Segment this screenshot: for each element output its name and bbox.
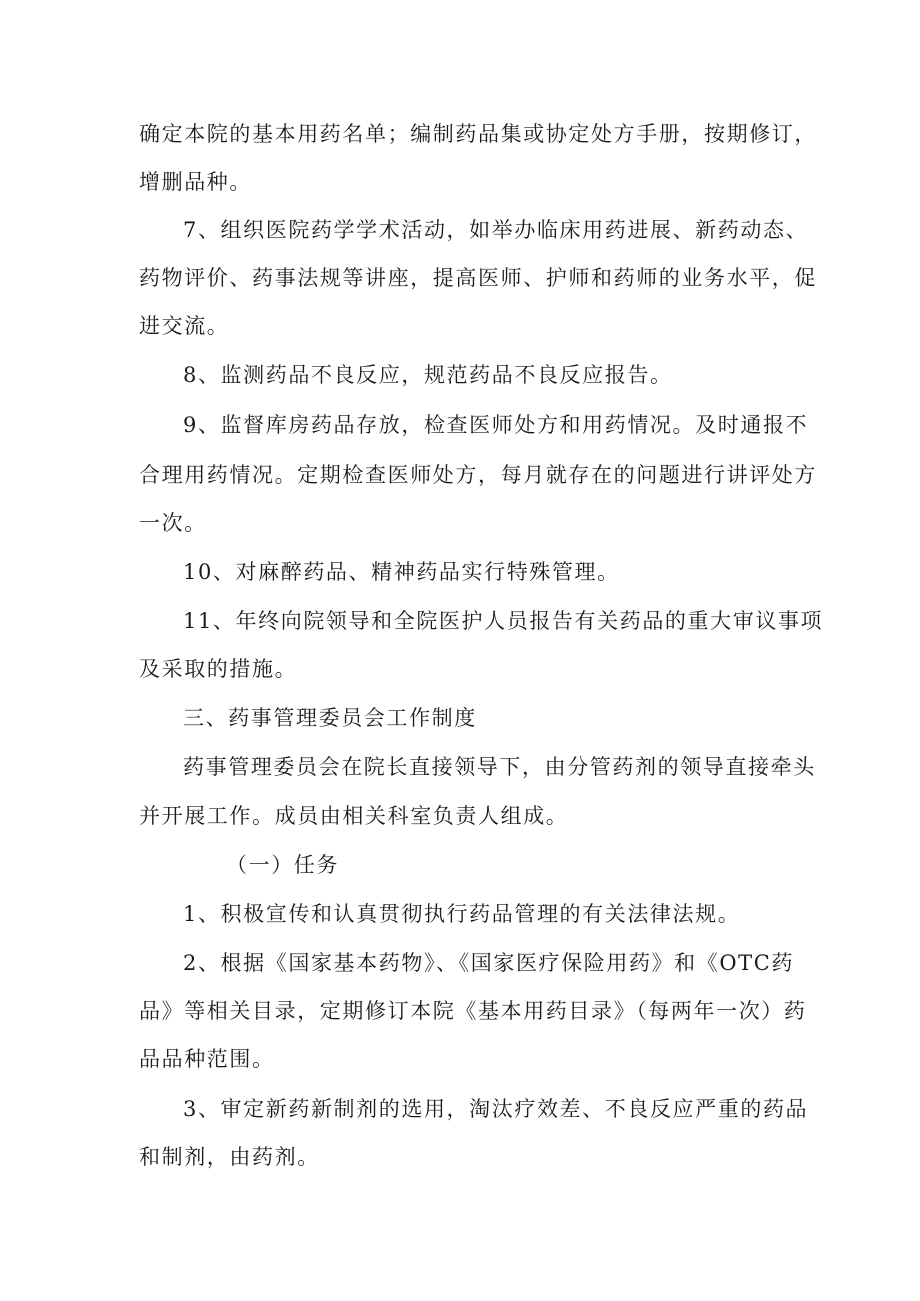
paragraph-line: 和制剂，由药剂。 <box>139 1145 320 1169</box>
paragraph-line: 品品种范围。 <box>139 1047 275 1071</box>
item-11-line: 11、年终向院领导和全院医护人员报告有关药品的重大审议事项 <box>183 609 824 633</box>
paragraph-line: 确定本院的基本用药名单；编制药品集或协定处方手册，按期修订， <box>139 122 817 146</box>
item-8-line: 8、监测药品不良反应，规范药品不良反应报告。 <box>183 363 673 387</box>
task-3-line: 3、审定新药新制剂的选用，淘汰疗效差、不良反应严重的药品 <box>183 1097 809 1121</box>
item-7-line: 7、组织医院药学学术活动，如举办临床用药进展、新药动态、 <box>183 218 809 242</box>
paragraph-line: 一次。 <box>139 511 207 535</box>
item-10-line: 10、对麻醉药品、精神药品实行特殊管理。 <box>183 560 620 584</box>
paragraph-line: 药事管理委员会在院长直接领导下，由分管药剂的领导直接牵头 <box>183 755 816 779</box>
item-9-line: 9、监督库房药品存放，检查医师处方和用药情况。及时通报不 <box>183 413 809 437</box>
paragraph-line: 品》等相关目录，定期修订本院《基本用药目录》（每两年一次）药 <box>139 999 807 1023</box>
section-heading: 三、药事管理委员会工作制度 <box>183 706 477 730</box>
paragraph-line: 进交流。 <box>139 314 230 338</box>
paragraph-line: 并开展工作。成员由相关科室负责人组成。 <box>139 804 569 828</box>
subsection-heading: （一）任务 <box>226 853 339 877</box>
paragraph-line: 合理用药情况。定期检查医师处方，每月就存在的问题进行讲评处方 <box>139 463 817 487</box>
task-2-line: 2、根据《国家基本药物》、《国家医疗保险用药》和《OTC药 <box>183 951 795 975</box>
paragraph-line: 增删品种。 <box>139 170 252 194</box>
task-1-line: 1、积极宣传和认真贯彻执行药品管理的有关法律法规。 <box>183 902 741 926</box>
paragraph-line: 药物评价、药事法规等讲座，提高医师、护师和药师的业务水平，促 <box>139 266 817 290</box>
paragraph-line: 及采取的措施。 <box>139 657 298 681</box>
